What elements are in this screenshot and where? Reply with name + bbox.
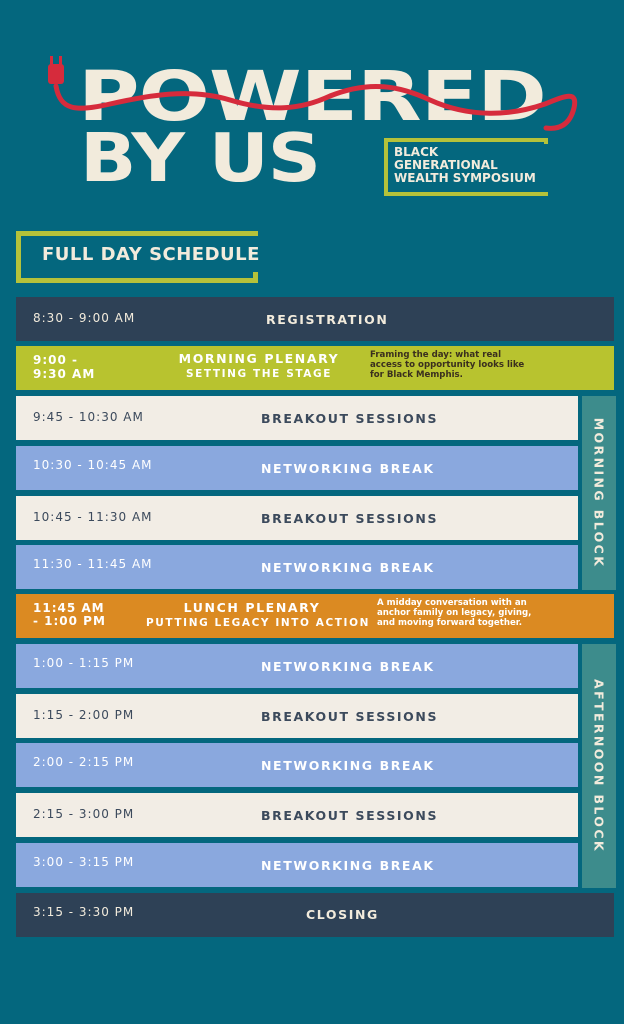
row-time: 10:45 - 11:30 AM	[33, 510, 153, 524]
schedule-heading-tag	[16, 231, 258, 283]
schedule-row	[16, 644, 578, 688]
row-description: Framing the day: what real access to opportunity looks like for Black Memphis.	[370, 350, 525, 380]
afternoon-block-bar	[582, 644, 616, 888]
row-label: REGISTRATION	[266, 312, 389, 327]
schedule-row	[16, 545, 578, 589]
row-label: BREAKOUT SESSIONS	[261, 511, 439, 526]
row-time: 1:15 - 2:00 PM	[33, 708, 135, 722]
schedule-row	[16, 843, 578, 887]
row-time: 1:00 - 1:15 PM	[33, 656, 135, 670]
row-label: MORNING PLENARY	[178, 351, 340, 366]
row-label: LUNCH PLENARY	[183, 600, 321, 615]
schedule-row	[16, 446, 578, 490]
row-time: 3:00 - 3:15 PM	[33, 855, 135, 869]
schedule-row	[16, 793, 578, 837]
schedule-row-morning-plenary	[16, 346, 614, 390]
row-time-line-1: 9:00 -	[33, 353, 79, 367]
morning-block-label: MORNING BLOCK	[591, 417, 607, 569]
title-line-1: POWERED	[78, 56, 546, 137]
row-time-line-2: - 1:00 PM	[33, 614, 106, 628]
schedule-row-registration	[16, 297, 614, 341]
row-time-line-2: 9:30 AM	[33, 367, 96, 381]
row-label: BREAKOUT SESSIONS	[261, 411, 439, 426]
schedule-row	[16, 396, 578, 440]
schedule-heading: FULL DAY SCHEDULE	[42, 244, 260, 265]
row-time: 3:15 - 3:30 PM	[33, 905, 135, 919]
schedule-row-lunch-plenary	[16, 594, 614, 638]
schedule-row	[16, 694, 578, 738]
row-time: 8:30 - 9:00 AM	[33, 311, 136, 325]
row-label: NETWORKING BREAK	[261, 560, 435, 575]
row-label: CLOSING	[306, 907, 379, 922]
schedule-row	[16, 743, 578, 787]
row-time: 9:45 - 10:30 AM	[33, 410, 144, 424]
row-label: BREAKOUT SESSIONS	[261, 709, 439, 724]
row-label: NETWORKING BREAK	[261, 461, 435, 476]
row-time: 2:15 - 3:00 PM	[33, 807, 135, 821]
row-label: NETWORKING BREAK	[261, 659, 435, 674]
subtitle-line-3: WEALTH SYMPOSIUM	[394, 171, 536, 185]
morning-block-bar	[582, 396, 616, 590]
row-description: A midday conversation with an anchor family on legacy, giving, and moving forward together.	[377, 598, 532, 628]
title-line-2: BY US	[80, 119, 321, 197]
event-subtitle	[394, 146, 536, 185]
row-label: NETWORKING BREAK	[261, 758, 435, 773]
schedule-row-closing	[16, 893, 614, 937]
event-header	[0, 0, 624, 220]
row-sublabel: SETTING THE STAGE	[185, 368, 333, 380]
row-time: 2:00 - 2:15 PM	[33, 755, 135, 769]
row-label: NETWORKING BREAK	[261, 858, 435, 873]
row-time: 11:30 - 11:45 AM	[33, 557, 153, 571]
row-label: BREAKOUT SESSIONS	[261, 808, 439, 823]
row-time: 10:30 - 10:45 AM	[33, 458, 153, 472]
subtitle-line-2: GENERATIONAL	[394, 158, 498, 172]
row-time-line-1: 11:45 AM	[33, 601, 105, 615]
row-sublabel: PUTTING LEGACY INTO ACTION	[146, 617, 370, 629]
schedule-row	[16, 496, 578, 540]
subtitle-line-1: BLACK	[394, 145, 439, 159]
afternoon-block-label: AFTERNOON BLOCK	[591, 679, 607, 853]
